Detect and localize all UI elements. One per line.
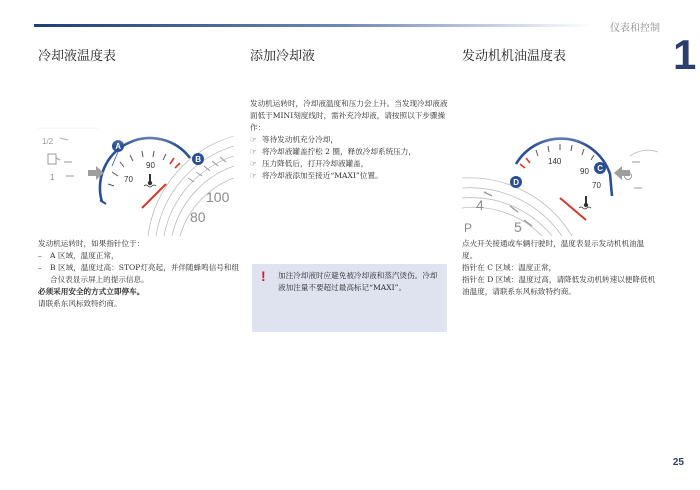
- coolant-gauge-illustration: [38, 116, 234, 236]
- coolant-intro: 发动机运转时，如果指针位于：: [38, 239, 145, 248]
- dealer-advice: 请联系东风标致特约商。: [38, 299, 122, 308]
- oil-temp-section: [462, 46, 662, 296]
- chapter-number: 1: [673, 31, 697, 78]
- warning-exclamation-icon: !: [261, 268, 266, 284]
- oil-gauge-illustration: [462, 116, 658, 236]
- step-text: 压力降低后，打开冷却液罐盖，: [262, 159, 369, 168]
- add-coolant-section: [250, 46, 450, 292]
- list-item: [250, 146, 450, 158]
- section-title: 仪表和控制: [610, 23, 660, 34]
- list-item: [38, 262, 242, 286]
- stop-warning: 必须采用安全的方式立即停车。: [38, 287, 145, 296]
- list-item: [250, 170, 450, 182]
- oil-zone-c-text: 指针在 C 区域：温度正常，: [462, 263, 557, 272]
- list-item: [250, 158, 450, 170]
- add-coolant-text: [250, 98, 450, 182]
- bullet-text: A 区域，温度正常，: [50, 251, 119, 260]
- page-number: 25: [672, 457, 684, 468]
- header-rule: [34, 24, 594, 27]
- step-text: 等待发动机充分冷却，: [262, 135, 338, 144]
- bullet-marker: –: [38, 251, 42, 260]
- bullet-marker: –: [38, 263, 42, 272]
- coolant-temp-title: 冷却液温度表: [38, 49, 117, 64]
- coolant-temp-text: [38, 238, 242, 310]
- caution-text: 加注冷却液时应避免被冷却液和蒸汽烫伤。冷却液加注量不要超过最高标记“MAXI”。: [278, 271, 438, 292]
- oil-zone-d-text: 指针在 D 区域：温度过高，请降低发动机转速以便降低机油温度，请联系东风标致特约商。: [462, 275, 656, 296]
- hand-pointer-icon: ☞: [250, 159, 257, 168]
- coolant-temp-section: [38, 46, 242, 308]
- list-item: [38, 250, 242, 262]
- add-coolant-title: 添加冷却液: [250, 49, 316, 64]
- oil-temp-title: 发动机机油温度表: [462, 49, 567, 64]
- bullet-text: B 区域，温度过高：STOP灯亮起，并伴随蜂鸣信号和组合仪表显示屏上的提示信息。: [50, 263, 240, 284]
- caution-note: [252, 264, 447, 332]
- list-item: [250, 134, 450, 146]
- hand-pointer-icon: ☞: [250, 171, 257, 180]
- hand-pointer-icon: ☞: [250, 147, 257, 156]
- oil-intro: 点火开关接通或车辆行驶时，温度表显示发动机机油温度。: [462, 239, 645, 260]
- step-text: 将冷却液添加至接近“MAXI”位置。: [262, 171, 383, 180]
- hand-pointer-icon: ☞: [250, 135, 257, 144]
- step-text: 将冷却液罐盖拧松 2 圈，释放冷却系统压力，: [262, 147, 416, 156]
- oil-temp-text: [462, 238, 658, 298]
- add-coolant-intro: 发动机运转时，冷却液温度和压力会上升。当发现冷却液液面低于MINI刻度线时，需补充冷却液，请按照以下步骤操作：: [250, 99, 448, 132]
